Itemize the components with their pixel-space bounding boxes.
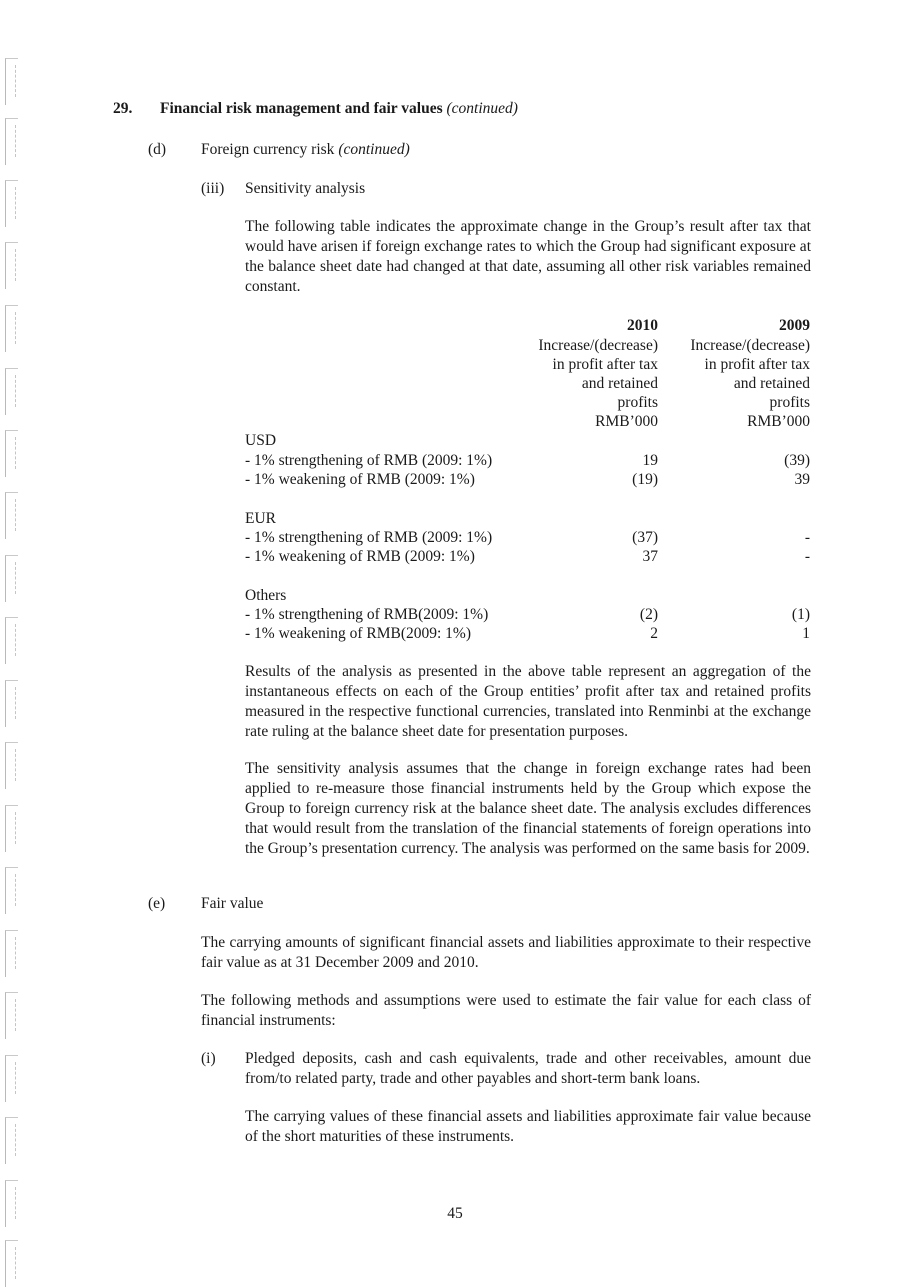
binding-bracket xyxy=(5,1055,18,1102)
binding-bracket xyxy=(5,617,18,664)
col-2010-line4: profits xyxy=(617,394,658,411)
subsection-d-heading xyxy=(201,140,410,160)
cell-2009: - xyxy=(804,529,810,546)
binding-bracket xyxy=(5,992,18,1039)
binding-bracket xyxy=(5,805,18,852)
subsection-d-continued: (continued) xyxy=(338,141,410,158)
section-title: Financial risk management and fair values xyxy=(160,100,443,117)
sub-iii-label: (iii) xyxy=(201,180,225,197)
cell-2010: (2) xyxy=(639,606,658,623)
currency-others: Others xyxy=(245,587,287,604)
subsection-d-label: (d) xyxy=(148,141,167,158)
binding-bracket xyxy=(5,680,18,727)
row-label: - 1% strengthening of RMB (2009: 1%) xyxy=(245,452,493,469)
results-paragraph: Results of the analysis as presented in the above table represent an aggregation of the instantaneous effects on each of the Group entities’ profit after tax and retained profits measured in the respective functional currencies, translated into Renminbi at the exchange rate ruling at the balance sheet date for presentation purposes. xyxy=(245,663,811,740)
cell-2010: 19 xyxy=(642,452,658,469)
row-label: - 1% weakening of RMB (2009: 1%) xyxy=(245,471,475,488)
row-label: - 1% weakening of RMB(2009: 1%) xyxy=(245,625,471,642)
row-label: - 1% weakening of RMB (2009: 1%) xyxy=(245,548,475,565)
col-2010-line2: in profit after tax xyxy=(552,356,658,373)
cell-2009: 1 xyxy=(802,625,810,642)
section-number: 29. xyxy=(113,100,133,117)
binding-bracket xyxy=(5,368,18,415)
col-2010-unit: RMB’000 xyxy=(595,413,658,430)
binding-bracket xyxy=(5,430,18,477)
col-2009-year: 2009 xyxy=(779,317,810,334)
item-i-paragraph: The carrying values of these financial assets and liabilities approximate fair value because of the short maturities of these instruments. xyxy=(245,1108,811,1145)
page-number: 45 xyxy=(447,1205,463,1222)
col-2009-line1: Increase/(decrease) xyxy=(690,337,810,354)
binding-bracket xyxy=(5,930,18,977)
fair-value-paragraph-1: The carrying amounts of significant financial assets and liabilities approximate to their respective fair value as at 31 December 2009 and 2010. xyxy=(201,934,811,971)
col-2009-unit: RMB’000 xyxy=(747,413,810,430)
binding-bracket xyxy=(5,492,18,539)
cell-2009: (39) xyxy=(784,452,810,469)
cell-2010: (19) xyxy=(632,471,658,488)
subsection-d-title: Foreign currency risk xyxy=(201,141,335,158)
item-i-label: (i) xyxy=(201,1050,216,1067)
cell-2009: (1) xyxy=(791,606,810,623)
col-2009-line2: in profit after tax xyxy=(704,356,810,373)
subsection-e-title: Fair value xyxy=(201,895,264,912)
cell-2009: 39 xyxy=(794,471,810,488)
section-continued: (continued) xyxy=(446,100,518,117)
item-i-text: Pledged deposits, cash and cash equivalents, trade and other receivables, amount due from/to related party, trade and other payables and short-term bank loans. xyxy=(245,1050,811,1087)
col-2010-line3: and retained xyxy=(581,375,658,392)
binding-bracket xyxy=(5,305,18,352)
cell-2009: - xyxy=(804,548,810,565)
cell-2010: 37 xyxy=(642,548,658,565)
binding-bracket xyxy=(5,118,18,165)
fair-value-paragraph-2: The following methods and assumptions were used to estimate the fair value for each class of financial instruments: xyxy=(201,992,811,1029)
assumption-paragraph: The sensitivity analysis assumes that the change in foreign exchange rates had been applied to re-measure those financial instruments held by the Group which expose the Group to foreign currency risk at the balance sheet date. The analysis excludes differences that would result from the translation of the financial statements of foreign operations into the Group’s presentation currency. The analysis was performed on the same basis for 2009. xyxy=(245,760,811,857)
cell-2010: (37) xyxy=(632,529,658,546)
binding-bracket xyxy=(5,555,18,602)
currency-eur: EUR xyxy=(245,510,276,527)
section-heading xyxy=(160,99,518,119)
binding-bracket xyxy=(5,180,18,227)
currency-usd: USD xyxy=(245,432,277,449)
row-label: - 1% strengthening of RMB (2009: 1%) xyxy=(245,529,493,546)
row-label: - 1% strengthening of RMB(2009: 1%) xyxy=(245,606,489,623)
binding-bracket xyxy=(5,867,18,914)
binding-bracket xyxy=(5,242,18,289)
binding-bracket xyxy=(5,742,18,789)
cell-2010: 2 xyxy=(650,625,658,642)
binding-bracket xyxy=(5,1240,18,1287)
binding-bracket xyxy=(5,58,18,105)
col-2009-line3: and retained xyxy=(733,375,810,392)
subsection-e-label: (e) xyxy=(148,895,166,912)
col-2010-line1: Increase/(decrease) xyxy=(538,337,658,354)
col-2010-year: 2010 xyxy=(627,317,658,334)
sub-iii-title: Sensitivity analysis xyxy=(245,180,366,197)
col-2009-line4: profits xyxy=(769,394,810,411)
sensitivity-intro: The following table indicates the approximate change in the Group’s result after tax that would have arisen if foreign exchange rates to which the Group had significant exposure at the balance sheet date had changed at that date, assuming all other risk variables remained constant. xyxy=(245,218,811,295)
binding-bracket xyxy=(5,1117,18,1164)
